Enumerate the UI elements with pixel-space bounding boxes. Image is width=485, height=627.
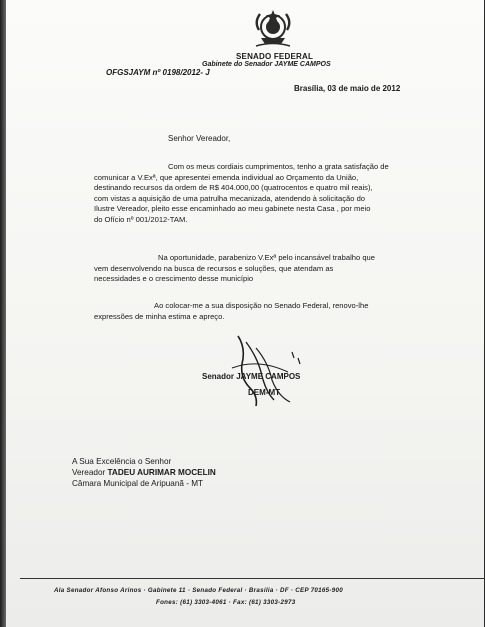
- recipient-block: [72, 456, 216, 490]
- paragraph-1: [94, 162, 416, 226]
- text-line: comunicar a V.Exª, que apresentei emenda individual ao Orçamento da União,: [94, 172, 359, 182]
- letter-page: [6, 0, 484, 627]
- recipient-institution: Câmara Municipal de Aripuanã - MT: [72, 479, 204, 489]
- text-line: destinando recursos da ordem de R$ 404.000,00 (quatrocentos e quatro mil reais),: [94, 183, 373, 193]
- text-line: Ilustre Vereador, pleito esse encaminhado ao meu gabinete nesta Casa , por meio: [94, 204, 371, 214]
- letter-date: Brasília, 03 de maio de 2012: [294, 84, 401, 93]
- letter-greeting: Senhor Vereador,: [168, 134, 231, 143]
- coat-of-arms-seal: [250, 8, 296, 50]
- text-line: necessidades e o crescimento desse município: [94, 274, 254, 284]
- text-line: vem desenvolvendo na busca de recursos e soluções, que atendam as: [94, 263, 334, 273]
- recipient-salutation: A Sua Excelência o Senhor: [72, 457, 172, 466]
- footer-address: Ala Senador Afonso Arinos · Gabinete 11 · Senado Federal · Brasília · DF · CEP 70165-900: [54, 587, 343, 594]
- recipient-name: TADEU AURIMAR MOCELIN: [107, 468, 216, 478]
- recipient-name-line: [72, 467, 216, 478]
- text-line: com vistas a aquisição de uma patrulha mecanizada, atendendo à solicitação do: [94, 193, 366, 203]
- paragraph-3: [94, 301, 416, 322]
- signer-name: Senador JAYME CAMPOS: [202, 372, 301, 381]
- paragraph-2: [94, 253, 416, 285]
- handwritten-signature: [228, 328, 318, 410]
- footer-divider: [20, 578, 484, 579]
- text-line: expressões de minha estima e apreço.: [94, 311, 225, 321]
- institution-title: SENADO FEDERAL: [236, 52, 314, 61]
- text-line: Com os meus cordiais cumprimentos, tenho a grata satisfação de: [168, 162, 389, 171]
- footer-phones: Fones: (61) 3303-4061 · Fax: (61) 3303-2973: [156, 599, 296, 606]
- document-reference: OFGSJAYM nº 0198/2012- J: [106, 68, 210, 77]
- recipient-title: Vereador: [72, 468, 108, 478]
- text-line: Na oportunidade, parabenizo V.Exª pelo incansável trabalho que: [158, 253, 375, 262]
- office-subtitle: Gabinete do Senador JAYME CAMPOS: [202, 61, 331, 68]
- signer-party: DEM-MT: [248, 388, 280, 397]
- text-line: do Ofício nº 001/2012-TAM.: [94, 214, 188, 224]
- text-line: Ao colocar-me a sua disposição no Senado Federal, renovo-lhe: [154, 301, 369, 310]
